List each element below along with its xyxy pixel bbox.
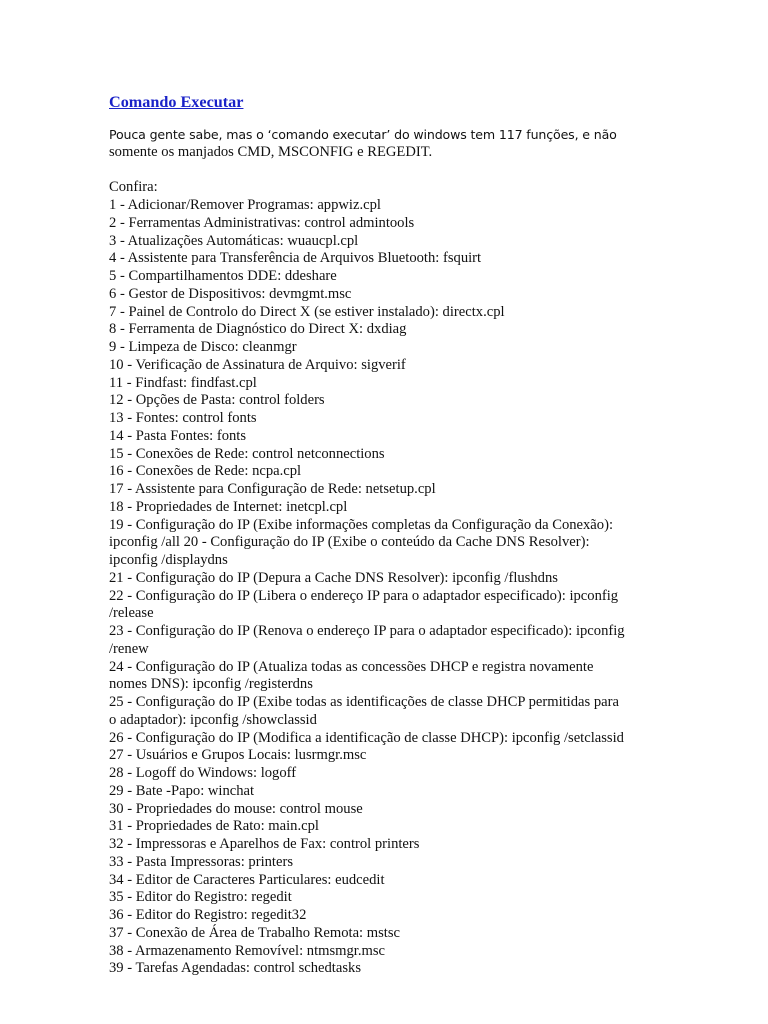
list-item: 22 - Configuração do IP (Libera o endereço IP para o adaptador especificado): ipconfig (109, 587, 619, 604)
list-item: 32 - Impressoras e Aparelhos de Fax: control printers (109, 836, 420, 852)
list-item: /renew (109, 640, 149, 657)
list-item: 29 - Bate -Papo: winchat (109, 782, 255, 799)
intro-line-1: Pouca gente sabe, mas o ‘comando executar’ do windows tem 117 funções, e não (109, 126, 617, 142)
list-item: 26 - Configuração do IP (Modifica a identificação de classe DHCP): ipconfig /setclassid (109, 729, 624, 746)
list-item: 35 - Editor do Registro: regedit (109, 889, 292, 906)
list-item: 14 - Pasta Fontes: fonts (109, 427, 247, 444)
command-list (109, 197, 669, 978)
list-item: 38 - Armazenamento Removível: ntmsmgr.msc (109, 942, 386, 959)
list-item: 7 - Painel de Controlo do Direct X (se estiver instalado): directx.cpl (109, 303, 505, 320)
list-item: 4 - Assistente para Transferência de Arquivos Bluetooth: fsquirt (109, 250, 482, 267)
list-item: 19 - Configuração do IP (Exibe informações completas da Configuração da Conexão): (109, 516, 613, 533)
list-item: 13 - Fontes: control fonts (109, 410, 257, 426)
list-item: ipconfig /displaydns (109, 552, 228, 568)
list-item: 30 - Propriedades do mouse: control mouse (109, 800, 363, 817)
intro-paragraph (109, 126, 669, 162)
list-item: 15 - Conexões de Rede: control netconnections (109, 445, 385, 462)
list-item: 27 - Usuários e Grupos Locais: lusrmgr.msc (109, 747, 367, 764)
list-item: 8 - Ferramenta de Diagnóstico do Direct X: dxdiag (109, 321, 407, 338)
list-item: 18 - Propriedades de Internet: inetcpl.cpl (109, 498, 348, 515)
list-item: 2 - Ferramentas Administrativas: control admintools (109, 214, 415, 231)
list-item: nomes DNS): ipconfig /registerdns (109, 676, 313, 693)
list-item: 33 - Pasta Impressoras: printers (109, 853, 294, 870)
list-item: 12 - Opções de Pasta: control folders (109, 392, 325, 409)
intro-line-2: somente os manjados CMD, MSCONFIG e REGEDIT. (109, 143, 433, 160)
list-item: 34 - Editor de Caracteres Particulares: eudcedit (109, 871, 385, 888)
confira-label: Confira: (109, 179, 158, 196)
list-item: 17 - Assistente para Configuração de Rede: netsetup.cpl (109, 481, 436, 497)
list-item: o adaptador): ipconfig /showclassid (109, 711, 317, 728)
list-item: 16 - Conexões de Rede: ncpa.cpl (109, 463, 302, 480)
list-item: 9 - Limpeza de Disco: cleanmgr (109, 339, 297, 355)
list-item: 31 - Propriedades de Rato: main.cpl (109, 818, 319, 835)
list-item: 11 - Findfast: findfast.cpl (109, 374, 257, 391)
paragraph-spacer (109, 161, 669, 179)
list-item: 3 - Atualizações Automáticas: wuaucpl.cpl (109, 232, 359, 249)
list-item: 36 - Editor do Registro: regedit32 (109, 907, 307, 923)
list-item: 23 - Configuração do IP (Renova o endereço IP para o adaptador especificado): ipconfig (109, 623, 625, 639)
list-item: 24 - Configuração do IP (Atualiza todas as concessões DHCP e registra novamente (109, 658, 594, 675)
list-item: 37 - Conexão de Área de Trabalho Remota: mstsc (109, 924, 401, 941)
list-item: 10 - Verificação de Assinatura de Arquivo: sigverif (109, 356, 406, 373)
list-item: /release (109, 605, 154, 622)
list-item: 21 - Configuração do IP (Depura a Cache DNS Resolver): ipconfig /flushdns (109, 569, 558, 586)
list-item: 28 - Logoff do Windows: logoff (109, 765, 297, 781)
document-page (109, 92, 669, 978)
list-item: 5 - Compartilhamentos DDE: ddeshare (109, 268, 337, 284)
list-item: ipconfig /all 20 - Configuração do IP (Exibe o conteúdo da Cache DNS Resolver): (109, 534, 590, 551)
list-item: 1 - Adicionar/Remover Programas: appwiz.cpl (109, 197, 381, 213)
list-item: 25 - Configuração do IP (Exibe todas as identificações de classe DHCP permitidas para (109, 694, 619, 710)
page-title-link[interactable]: Comando Executar (109, 93, 244, 111)
list-item: 39 - Tarefas Agendadas: control schedtasks (109, 960, 361, 977)
list-item: 6 - Gestor de Dispositivos: devmgmt.msc (109, 285, 352, 302)
